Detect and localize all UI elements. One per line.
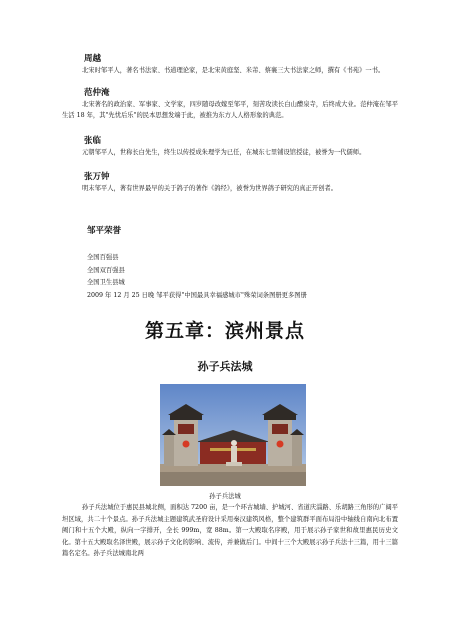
honor-item: 全国卫生县城 [87, 279, 125, 286]
honor-item: 全国百强县 [87, 254, 119, 261]
honors-heading: 邹平荣誉 [87, 226, 122, 236]
person-description: 明末邹平人，著有世界最早的关于鸽子的著作《鸽经》，被誉为世界鸽子研究的真正开创者。 [82, 185, 338, 192]
honors-list [87, 252, 307, 302]
bio-zhang-lin [62, 136, 398, 158]
person-name: 张临 [84, 136, 102, 146]
person-name: 张万钟 [84, 172, 110, 182]
body-paragraph-block [62, 502, 398, 560]
bio-zhou-yue [62, 54, 398, 76]
sunzi-art-of-war-city-photo [160, 384, 306, 486]
body-paragraph: 孙子兵法城位于惠民县城北侧，面积达 7200 亩，是一个环古城墙、护城河、省道庆淄路、乐胡路三角形的广阔平坦区域，共二十个景点。孙子兵法城主题建筑武圣府设计采用秦汉建筑风格，整个建筑群平面布局沿中轴线自南向北布置阙门和十五个大殿，纵向一字排开，全长 999m，宽 88m。第一大殿取名序殿，用于展示孙子家世和故里惠民历史文化。第十五大殿取名泽世殿，展示孙子文化的影响、流传，并兼做后门。中间十三个大殿展示孙子兵法十三篇，用十三篇篇名定名。孙子兵法城南北两 [62, 504, 398, 557]
photo-caption: 孙子兵法城 [209, 493, 241, 500]
bio-fan-zhongyan [62, 88, 398, 121]
person-name: 周越 [84, 54, 102, 64]
chapter-title: 第五章：滨州景点 [144, 320, 305, 342]
person-name: 范仲淹 [84, 88, 110, 98]
section-title: 孙子兵法城 [197, 360, 253, 373]
person-description: 元朝邹平人，世称长白先生，终生以传授成朱理学为已任，在城东七里铺设馆授徒，被誉为一代儒师。 [82, 149, 366, 156]
person-description: 北宋时邹平人，著名书法家、书道理论家，是北宋黄庭坚、米芾、蔡襄三大书法家之师，撰有《书苑》一书。 [82, 67, 385, 74]
bio-zhang-wanzhong [62, 172, 398, 194]
person-description: 北宋著名的政治家、军事家、文学家，四岁随母改嫁至邹平，刻苦攻读长白山醴泉寺，后终成大业。范仲淹在邹平生活 18 年，其"先忧后乐"的民本思想发端于此，被推为东方人人格形象的典范。 [62, 101, 398, 119]
honor-item: 全国双百强县 [87, 266, 125, 274]
honor-item: 2009 年 12 月 25 日晚 邹平获得"中国最具幸福感城市"殊荣词条图册更多图册 [87, 291, 307, 299]
